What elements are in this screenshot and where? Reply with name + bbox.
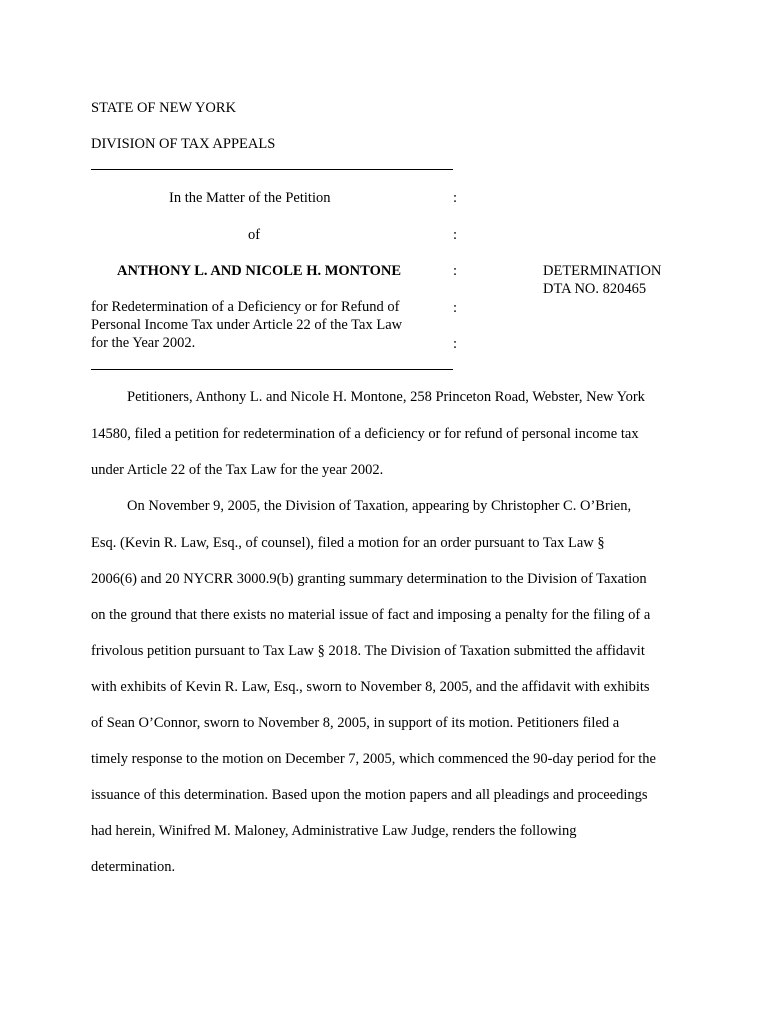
body-line: under Article 22 of the Tax Law for the year 2002.	[91, 462, 384, 478]
caption-purpose-line: Personal Income Tax under Article 22 of the Tax Law	[91, 317, 403, 333]
caption-purpose-line: for Redetermination of a Deficiency or for Refund of	[91, 299, 400, 315]
body-line: determination.	[91, 859, 176, 875]
body-line: issuance of this determination. Based upon the motion papers and all pleadings and proceedings	[91, 787, 648, 803]
body-line: of Sean O’Connor, sworn to November 8, 2005, in support of its motion. Petitioners filed a	[91, 715, 620, 731]
body-line: frivolous petition pursuant to Tax Law § 2018. The Division of Taxation submitted the affidavit	[91, 643, 645, 659]
petitioner-names: ANTHONY L. AND NICOLE H. MONTONE	[117, 263, 401, 279]
caption-colon: :	[453, 263, 458, 279]
caption-matter: In the Matter of the Petition	[169, 190, 331, 206]
caption-bottom-rule	[91, 369, 453, 370]
body-line: had herein, Winifred M. Maloney, Administrative Law Judge, renders the following	[91, 823, 577, 839]
caption-of: of	[248, 227, 261, 243]
caption-colon: :	[453, 336, 458, 352]
body-line: On November 9, 2005, the Division of Taxation, appearing by Christopher C. O’Brien,	[127, 498, 632, 514]
body-line: 2006(6) and 20 NYCRR 3000.9(b) granting summary determination to the Division of Taxation	[91, 571, 647, 587]
body-line: with exhibits of Kevin R. Law, Esq., sworn to November 8, 2005, and the affidavit with exhibits	[91, 679, 650, 695]
docket-number: DTA NO. 820465	[543, 281, 647, 297]
body-line: 14580, filed a petition for redetermination of a deficiency or for refund of personal income tax	[91, 426, 639, 442]
caption-colon: :	[453, 227, 458, 243]
state-heading: STATE OF NEW YORK	[91, 100, 237, 116]
body-line: on the ground that there exists no material issue of fact and imposing a penalty for the filing of a	[91, 607, 651, 623]
caption-top-rule	[91, 169, 453, 170]
caption-colon: :	[453, 190, 458, 206]
body-line: Esq. (Kevin R. Law, Esq., of counsel), filed a motion for an order pursuant to Tax Law §	[91, 535, 605, 551]
body-line: Petitioners, Anthony L. and Nicole H. Montone, 258 Princeton Road, Webster, New York	[127, 389, 645, 405]
division-heading: DIVISION OF TAX APPEALS	[91, 136, 276, 152]
body-line: timely response to the motion on December 7, 2005, which commenced the 90-day period for the	[91, 751, 656, 767]
determination-title: DETERMINATION	[543, 263, 662, 279]
caption-purpose-line: for the Year 2002.	[91, 335, 196, 351]
caption-colon: :	[453, 300, 458, 316]
